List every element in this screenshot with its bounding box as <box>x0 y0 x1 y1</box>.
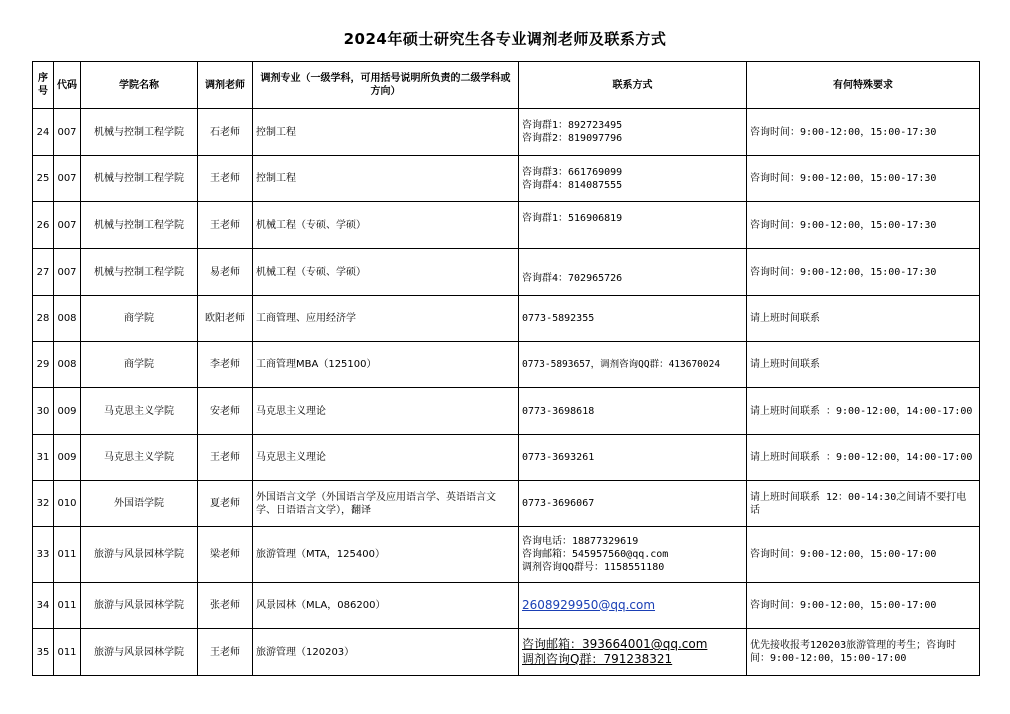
table-row <box>33 583 980 629</box>
cell-teacher: 李老师 <box>198 342 253 388</box>
cell-contact: 0773-3696067 <box>519 481 747 527</box>
cell-requirements: 咨询时间：9:00-12:00，15:00-17:30 <box>747 156 980 202</box>
cell-requirements: 请上班时间联系 ：9:00-12:00，14:00-17:00 <box>747 435 980 481</box>
header-row <box>33 62 980 109</box>
cell-college: 外国语学院 <box>81 481 198 527</box>
cell-teacher: 安老师 <box>198 388 253 435</box>
cell-code: 007 <box>54 249 81 296</box>
cell-seq: 33 <box>33 527 54 583</box>
cell-requirements: 请上班时间联系 12：00-14:30之间请不要打电话 <box>747 481 980 527</box>
cell-college: 旅游与风景园林学院 <box>81 527 198 583</box>
cell-major: 外国语言文学（外国语言学及应用语言学、英语语言文学、日语语言文学），翻译 <box>253 481 519 527</box>
cell-teacher: 王老师 <box>198 156 253 202</box>
cell-major: 旅游管理（MTA，125400） <box>253 527 519 583</box>
contact-line: 调剂咨询QQ群号：1158551180 <box>522 562 665 573</box>
cell-requirements: 咨询时间：9:00-12:00，15:00-17:00 <box>747 583 980 629</box>
cell-teacher: 王老师 <box>198 629 253 676</box>
contact-line: 咨询邮箱：545957560@qq.com <box>522 549 669 560</box>
cell-code: 009 <box>54 435 81 481</box>
cell-contact: 0773-5893657，调剂咨询QQ群：413670024 <box>519 342 747 388</box>
cell-contact: 咨询群4：702965726 <box>519 249 747 296</box>
table-row <box>33 388 980 435</box>
cell-requirements: 咨询时间：9:00-12:00，15:00-17:30 <box>747 202 980 249</box>
cell-code: 008 <box>54 342 81 388</box>
cell-code: 011 <box>54 629 81 676</box>
cell-major: 马克思主义理论 <box>253 388 519 435</box>
cell-requirements: 咨询时间：9:00-12:00，15:00-17:30 <box>747 109 980 156</box>
cell-college: 旅游与风景园林学院 <box>81 629 198 676</box>
cell-seq: 31 <box>33 435 54 481</box>
cell-code: 007 <box>54 202 81 249</box>
cell-requirements: 优先接收报考120203旅游管理的考生；咨询时间：9:00-12:00，15:00-17:00 <box>747 629 980 676</box>
cell-teacher: 王老师 <box>198 202 253 249</box>
cell-major: 控制工程 <box>253 109 519 156</box>
header-major: 调剂专业（一级学科，可用括号说明所负责的二级学科或方向） <box>253 62 519 109</box>
table-row <box>33 629 980 676</box>
cell-major: 风景园林（MLA，086200） <box>253 583 519 629</box>
cell-college: 机械与控制工程学院 <box>81 202 198 249</box>
cell-teacher: 梁老师 <box>198 527 253 583</box>
header-seq: 序号 <box>33 62 54 109</box>
cell-seq: 27 <box>33 249 54 296</box>
cell-seq: 28 <box>33 296 54 342</box>
contact-line: 咨询群3：661769099 <box>522 166 623 178</box>
header-contact: 联系方式 <box>519 62 747 109</box>
contact-line: 咨询邮箱：393664001@qq.com <box>522 637 708 651</box>
cell-seq: 24 <box>33 109 54 156</box>
contact-line: 咨询电话：18877329619 <box>522 536 639 547</box>
contact-line: 咨询群2：819097796 <box>522 133 623 144</box>
cell-code: 008 <box>54 296 81 342</box>
table-row <box>33 527 980 583</box>
cell-seq: 26 <box>33 202 54 249</box>
cell-college: 旅游与风景园林学院 <box>81 583 198 629</box>
cell-seq: 25 <box>33 156 54 202</box>
cell-contact: 咨询群1：516906819 <box>519 202 747 249</box>
contact-line: 调剂咨询Q群：791238321 <box>522 652 673 666</box>
cell-college: 马克思主义学院 <box>81 388 198 435</box>
table-row <box>33 296 980 342</box>
table-row <box>33 342 980 388</box>
cell-contact <box>519 583 747 629</box>
cell-contact <box>519 109 747 156</box>
header-requirements: 有何特殊要求 <box>747 62 980 109</box>
cell-major: 控制工程 <box>253 156 519 202</box>
table-row <box>33 435 980 481</box>
contact-line: 咨询群4：814087555 <box>522 179 623 191</box>
cell-contact <box>519 156 747 202</box>
cell-major: 机械工程（专硕、学硕） <box>253 202 519 249</box>
cell-major: 旅游管理（120203） <box>253 629 519 676</box>
cell-seq: 35 <box>33 629 54 676</box>
header-teacher: 调剂老师 <box>198 62 253 109</box>
cell-seq: 29 <box>33 342 54 388</box>
cell-contact <box>519 629 747 676</box>
contact-table <box>32 61 980 676</box>
cell-code: 009 <box>54 388 81 435</box>
header-code: 代码 <box>54 62 81 109</box>
cell-seq: 32 <box>33 481 54 527</box>
page-title: 2024年硕士研究生各专业调剂老师及联系方式 <box>343 30 667 48</box>
cell-college: 机械与控制工程学院 <box>81 249 198 296</box>
cell-contact <box>519 527 747 583</box>
cell-college: 机械与控制工程学院 <box>81 109 198 156</box>
cell-requirements: 请上班时间联系 ：9:00-12:00，14:00-17:00 <box>747 388 980 435</box>
table-row <box>33 109 980 156</box>
table-row <box>33 481 980 527</box>
cell-code: 011 <box>54 583 81 629</box>
cell-code: 010 <box>54 481 81 527</box>
email-link[interactable]: 2608929950@qq.com <box>522 597 656 612</box>
cell-code: 007 <box>54 109 81 156</box>
cell-major: 机械工程（专硕、学硕） <box>253 249 519 296</box>
cell-college: 马克思主义学院 <box>81 435 198 481</box>
cell-contact: 0773-3698618 <box>519 388 747 435</box>
cell-college: 机械与控制工程学院 <box>81 156 198 202</box>
cell-requirements: 请上班时间联系 <box>747 342 980 388</box>
cell-major: 工商管理MBA（125100） <box>253 342 519 388</box>
cell-college: 商学院 <box>81 296 198 342</box>
cell-major: 马克思主义理论 <box>253 435 519 481</box>
cell-code: 007 <box>54 156 81 202</box>
cell-code: 011 <box>54 527 81 583</box>
cell-teacher: 易老师 <box>198 249 253 296</box>
cell-teacher: 欧阳老师 <box>198 296 253 342</box>
cell-teacher: 夏老师 <box>198 481 253 527</box>
header-college: 学院名称 <box>81 62 198 109</box>
cell-requirements: 请上班时间联系 <box>747 296 980 342</box>
table-row <box>33 156 980 202</box>
cell-contact: 0773-3693261 <box>519 435 747 481</box>
cell-requirements: 咨询时间：9:00-12:00，15:00-17:30 <box>747 249 980 296</box>
cell-teacher: 石老师 <box>198 109 253 156</box>
cell-teacher: 王老师 <box>198 435 253 481</box>
table-row <box>33 202 980 249</box>
cell-requirements: 咨询时间：9:00-12:00，15:00-17:00 <box>747 527 980 583</box>
cell-major: 工商管理、应用经济学 <box>253 296 519 342</box>
cell-college: 商学院 <box>81 342 198 388</box>
cell-teacher: 张老师 <box>198 583 253 629</box>
cell-seq: 34 <box>33 583 54 629</box>
table-row <box>33 249 980 296</box>
cell-seq: 30 <box>33 388 54 435</box>
contact-line: 咨询群1：892723495 <box>522 120 623 131</box>
cell-contact: 0773-5892355 <box>519 296 747 342</box>
